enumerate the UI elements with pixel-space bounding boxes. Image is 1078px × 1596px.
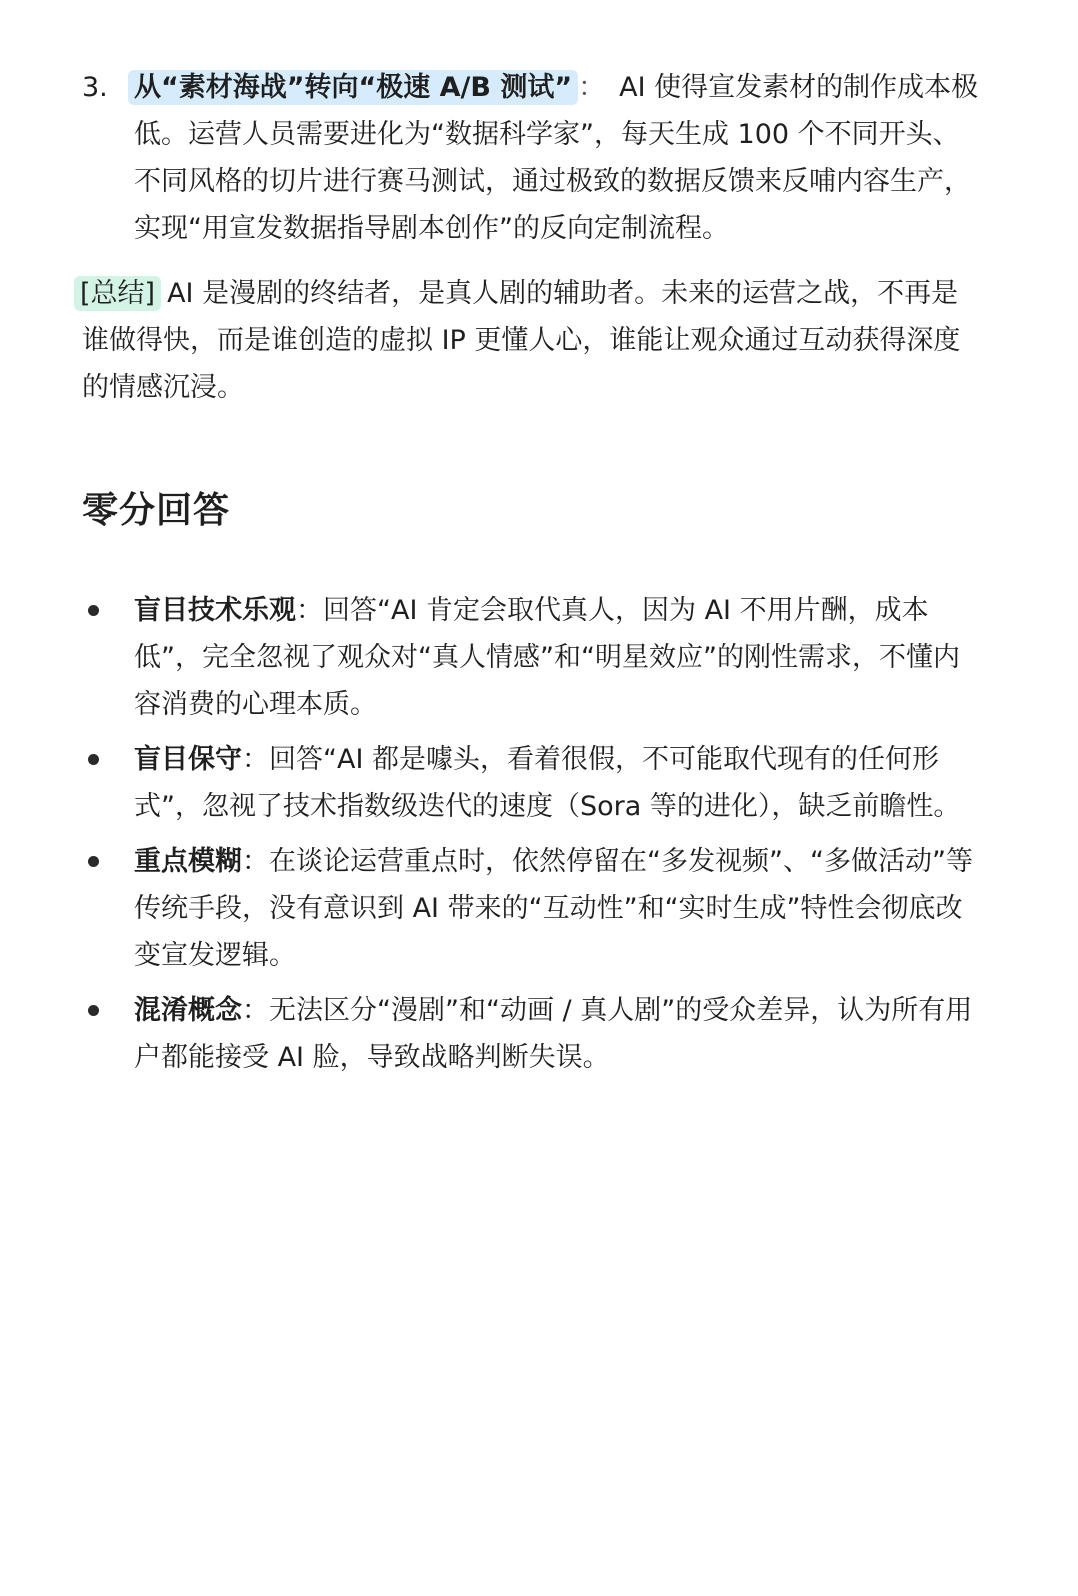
list-item bbox=[82, 838, 982, 979]
bullet-dot-icon bbox=[88, 1005, 99, 1016]
bullet-list bbox=[82, 587, 982, 1081]
list-item-content bbox=[134, 838, 982, 979]
bullet-term: 混淆概念 bbox=[134, 995, 242, 1026]
bullet-text: 在谈论运营重点时，依然停留在“多发视频”、“多做活动”等传统手段，没有意识到 AI 带来的“互动性”和“实时生成”特性会彻底改变宣发逻辑。 bbox=[134, 846, 973, 971]
list-item-content bbox=[134, 587, 982, 728]
bullet-separator: ： bbox=[296, 595, 323, 626]
bullet-dot-icon bbox=[88, 605, 99, 616]
ordered-list-item bbox=[82, 64, 982, 252]
list-item bbox=[82, 587, 982, 728]
list-item-text: AI 使得宣发素材的制作成本极低。运营人员需要进化为“数据科学家”，每天生成 100 个不同开头、不同风格的切片进行赛马测试，通过极致的数据反馈来反哺内容生产，实现“用宣发数据指导剧本创作”的反向定制流程。 bbox=[134, 72, 979, 244]
bullet-text: 回答“AI 肯定会取代真人，因为 AI 不用片酬，成本低”，完全忽视了观众对“真人情感”和“明星效应”的刚性需求，不懂内容消费的心理本质。 bbox=[134, 595, 960, 720]
bullet-term: 盲目保守 bbox=[134, 744, 242, 775]
bullet-term: 重点模糊 bbox=[134, 846, 242, 877]
list-number: 3. bbox=[82, 72, 108, 103]
summary-text: AI 是漫剧的终结者，是真人剧的辅助者。未来的运营之战，不再是谁做得快，而是谁创造的虚拟 IP 更懂人心，谁能让观众通过互动获得深度的情感沉浸。 bbox=[82, 278, 961, 403]
list-item bbox=[82, 736, 982, 830]
list-item-content bbox=[134, 64, 982, 252]
bullet-dot-icon bbox=[88, 754, 99, 765]
bullet-separator: ： bbox=[242, 995, 269, 1026]
list-item-content bbox=[134, 987, 982, 1081]
bullet-dot-icon bbox=[88, 856, 99, 867]
highlighted-heading: 从“素材海战”转向“极速 A/B 测试” bbox=[128, 70, 578, 105]
bullet-term: 盲目技术乐观 bbox=[134, 595, 296, 626]
summary-tag: [总结] bbox=[74, 276, 161, 311]
bullet-separator: ： bbox=[242, 846, 269, 877]
bullet-text: 回答“AI 都是噱头，看着很假，不可能取代现有的任何形式”，忽视了技术指数级迭代的速度（Sora 等的进化），缺乏前瞻性。 bbox=[134, 744, 961, 822]
summary-paragraph bbox=[82, 270, 982, 411]
bullet-text: 无法区分“漫剧”和“动画 / 真人剧”的受众差异，认为所有用户都能接受 AI 脸，导致战略判断失误。 bbox=[134, 995, 973, 1073]
colon-separator: ： bbox=[578, 72, 606, 103]
list-item-content bbox=[134, 736, 982, 830]
section-title: 零分回答 bbox=[82, 490, 231, 531]
list-item bbox=[82, 987, 982, 1081]
document-body bbox=[82, 64, 982, 1089]
bullet-separator: ： bbox=[242, 744, 269, 775]
